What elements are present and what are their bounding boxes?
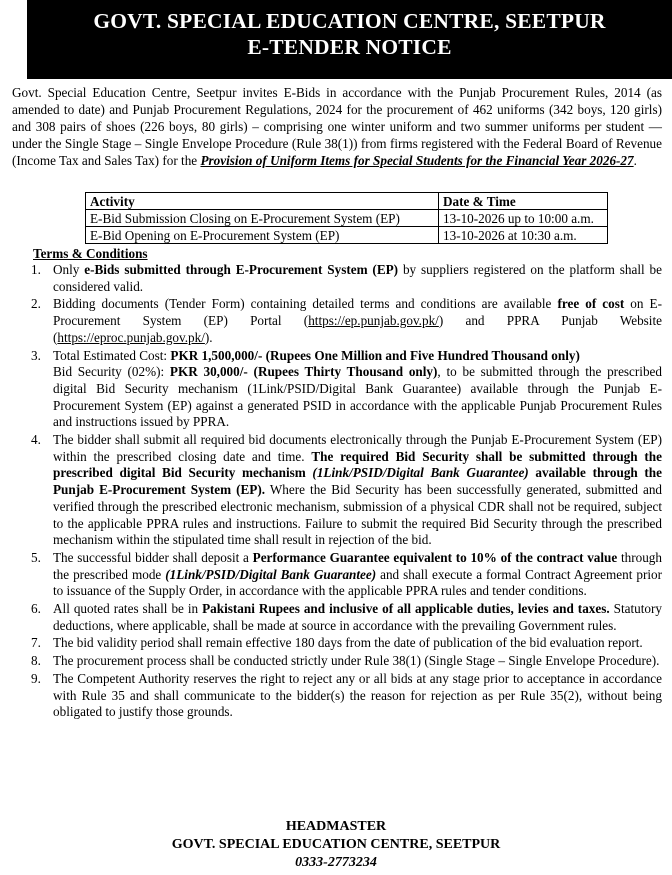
term-text: on E-Procurement System (EP) Portal ( [53,296,663,329]
term-number: 3. [31,347,41,363]
term-number: 7. [31,635,41,651]
schedule-header-activity: Activity [86,193,439,210]
schedule-cell-date: 13-10-2026 at 10:30 a.m. [439,227,608,244]
term-bold: The required Bid Security shall be submitted through the prescribed digital Bid Security mechanism [53,448,662,481]
term-text: The bidder shall submit all required bid documents electronically through the Punjab E-Procurement System (EP) within the prescribed closing date and time. [53,432,662,464]
schedule-header-date: Date & Time [439,193,608,210]
schedule-cell-activity: E-Bid Submission Closing on E-Procurement System (EP) [86,210,439,227]
list-item [26,671,662,721]
table-row [86,227,608,244]
list-item [26,432,662,549]
term-text: The Competent Authority reserves the right to reject any or all bids at any stage prior to acceptance in accordance with Rule 35 and shall communicate to the bidder(s) the reason for rejection as per Rule 35(2), without being obligated to justify those grounds. [53,670,662,720]
term-cost-line [53,348,662,365]
term-number: 6. [31,601,41,617]
term-text: The procurement process shall be conducted strictly under Rule 38(1) (Single Stage – Single Envelope Procedure). [53,653,660,669]
term-number: 1. [31,262,41,277]
list-item [26,296,662,346]
signature-designation: HEADMASTER [285,819,387,834]
term-bold: Performance Guarantee equivalent to 10% of the contract value [252,549,618,565]
header-notice-title: E-TENDER NOTICE [247,35,452,59]
term-number: 2. [31,296,41,312]
term-bold: PKR 1,500,000/- (Rupees One Million and Five Hundred Thousand only) [170,347,580,363]
list-item [26,601,662,634]
term-text: Bid Security (02%): [53,364,170,380]
term-security-line [53,364,662,431]
term-number: 4. [31,432,41,448]
term-text: through the prescribed mode [53,549,662,582]
schedule-cell-activity: E-Bid Opening on E-Procurement System (EP) [86,227,439,244]
term-number: 9. [31,670,41,686]
schedule-table [85,192,608,244]
schedule-cell-date: 13-10-2026 up to 10:00 a.m. [439,210,608,227]
term-text: All quoted rates shall be in [53,601,203,617]
term-bold-italic: (1Link/PSID/Digital Bank Guarantee) [312,465,529,481]
intro-end: . [633,153,637,168]
term-text: The bid validity period shall remain effective 180 days from the date of publication of the bid evaluation report. [53,635,643,651]
ppra-website-link[interactable]: https://eproc.punjab.gov.pk/ [57,329,205,345]
term-bold: e-Bids submitted through E-Procurement System (EP) [84,262,399,277]
terms-title: Terms & Conditions [33,246,148,261]
term-text: ) and PPRA Punjab Website ( [53,313,662,345]
intro-paragraph [12,84,662,169]
intro-text: Govt. Special Education Centre, Seetpur invites E-Bids in accordance with the Punjab Procurement Rules, 2014 (as amended to date) and Punjab Procurement Regulations, 2024 for the procurement of 462 uniforms (342 boys, 120 girls) and 308 pairs of shoes (226 boys, 80 girls) – comprising one winter uniform and two summer uniforms per student — under the Single Stage – Single Envelope Procedure (Rule 38(1)) from firms registered with the Federal Board of Revenue (Income Tax and Sales Tax) for the [12,85,662,168]
term-bold: PKR 30,000/- (Rupees Thirty Thousand only) [169,364,438,380]
term-text: Statutory deductions, where applicable, shall be made at source in accordance with the prevailing Government rules. [53,601,662,633]
ep-portal-link[interactable]: https://ep.punjab.gov.pk/ [308,313,439,329]
term-text: Only [53,262,85,277]
notice-header [27,0,672,79]
list-item [26,635,662,652]
term-number: 8. [31,653,41,669]
term-text: ). [204,329,213,345]
signature-office: GOVT. SPECIAL EDUCATION CENTRE, SEETPUR [171,837,501,852]
term-text: Bidding documents (Tender Form) containing detailed terms and conditions are available [53,296,558,312]
term-bold: available through the Punjab E-Procurement System (EP). [53,465,662,498]
term-text: and shall execute a formal Contract Agreement prior to issuance of the Supply Order, in accordance with the applicable PPRA rules and tender conditions. [53,566,662,599]
terms-list [26,262,662,722]
term-text: The successful bidder shall deposit a [53,549,253,565]
term-number: 5. [31,549,41,565]
list-item [26,550,662,600]
term-text: , to be submitted through the prescribed digital Bid Security mechanism (1Link/PSID/Digital Bank Guarantee) available through the Punjab E-Procurement System (EP) against a generated PSID in accordance with the applicable Punjab Procurement Rules and instructions issued by PPRA. [53,364,663,430]
table-row [86,210,608,227]
signature-phone: 0333-2773234 [295,855,377,870]
intro-procurement-title: Provision of Uniform Items for Special Students for the Financial Year 2026-27 [200,153,634,168]
term-text: by suppliers registered on the platform shall be considered valid. [53,262,663,294]
term-bold-italic: (1Link/PSID/Digital Bank Guarantee) [165,566,377,582]
list-item [26,348,662,432]
term-text: Where the Bid Security has been successfully generated, submitted and verified through the prescribed electronic mechanism, submission of a physical CDR shall not be required, subject to the applicable PPRA rules and instructions. Failure to submit the required Bid Security through the prescribed mechanism within the stipulated time shall result in rejection of the bid. [53,482,663,548]
list-item [26,653,662,670]
term-bold: Pakistani Rupees and inclusive of all applicable duties, levies and taxes. [202,601,610,617]
list-item [26,262,662,295]
term-bold: free of cost [557,296,625,312]
header-institution: GOVT. SPECIAL EDUCATION CENTRE, SEETPUR [93,9,606,33]
schedule-header-row [86,193,608,210]
term-text: Total Estimated Cost: [53,347,171,363]
